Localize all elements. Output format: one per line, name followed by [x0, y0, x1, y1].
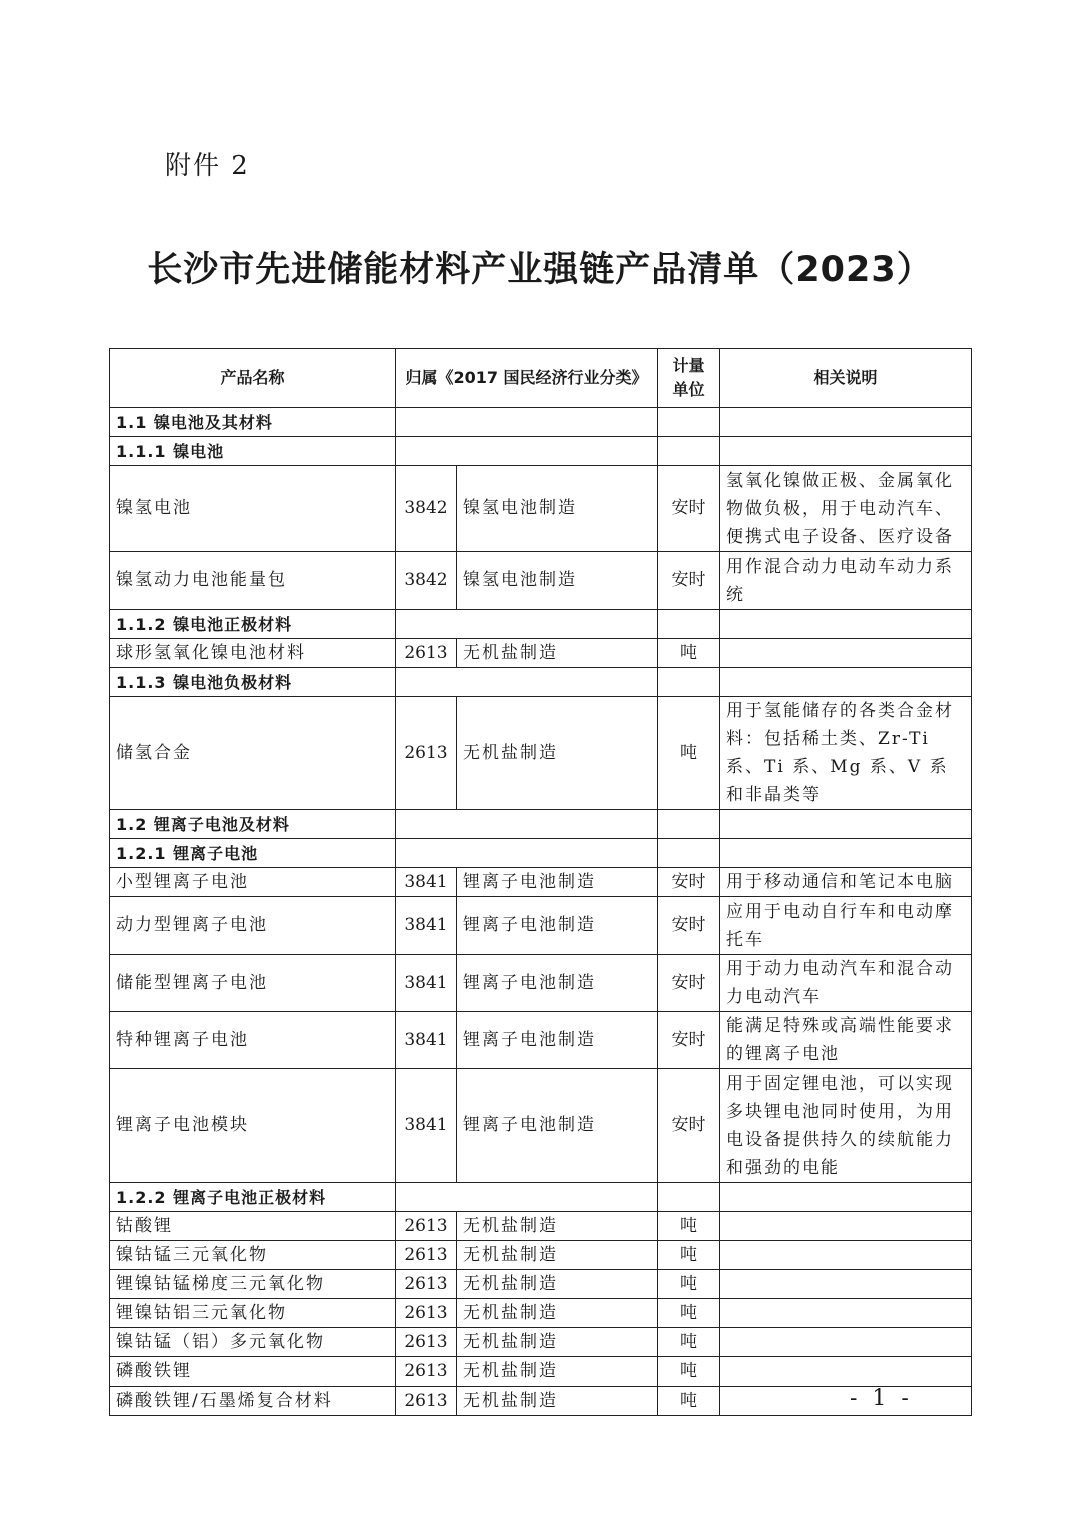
- product-name: 钴酸锂: [110, 1212, 396, 1241]
- empty-cell: [720, 437, 972, 466]
- table-section-row: [110, 810, 972, 839]
- industry-code: 3841: [396, 1012, 457, 1069]
- unit: 吨: [658, 1270, 720, 1299]
- table-section-row: [110, 839, 972, 868]
- industry-code: 3841: [396, 1069, 457, 1183]
- table-section-row: [110, 668, 972, 697]
- table-row: [110, 1069, 972, 1183]
- description: [720, 639, 972, 668]
- empty-cell: [396, 1183, 658, 1212]
- table-row: [110, 1299, 972, 1328]
- industry-name: 无机盐制造: [457, 1328, 658, 1357]
- table-row: [110, 466, 972, 552]
- empty-cell: [396, 810, 658, 839]
- product-name: 球形氢氧化镍电池材料: [110, 639, 396, 668]
- industry-code: 3842: [396, 466, 457, 552]
- header-industry: 归属《2017 国民经济行业分类》: [396, 349, 658, 408]
- header-product-name: 产品名称: [110, 349, 396, 408]
- industry-name: 锂离子电池制造: [457, 1012, 658, 1069]
- table-body: [110, 408, 972, 1416]
- description: [720, 1328, 972, 1357]
- industry-code: 2613: [396, 1328, 457, 1357]
- industry-name: 镍氢电池制造: [457, 466, 658, 552]
- industry-code: 2613: [396, 1357, 457, 1387]
- header-description: 相关说明: [720, 349, 972, 408]
- empty-cell: [396, 839, 658, 868]
- product-name: 镍氢电池: [110, 466, 396, 552]
- unit: 吨: [658, 1328, 720, 1357]
- product-name: 磷酸铁锂: [110, 1357, 396, 1387]
- empty-cell: [396, 437, 658, 466]
- unit: 吨: [658, 697, 720, 810]
- table-row: [110, 697, 972, 810]
- industry-name: 无机盐制造: [457, 1357, 658, 1387]
- empty-cell: [658, 437, 720, 466]
- description: [720, 1241, 972, 1270]
- empty-cell: [720, 810, 972, 839]
- table-row: [110, 1012, 972, 1069]
- description: [720, 1270, 972, 1299]
- table-section-row: [110, 437, 972, 466]
- table-row: [110, 552, 972, 610]
- industry-name: 无机盐制造: [457, 1241, 658, 1270]
- industry-name: 无机盐制造: [457, 1270, 658, 1299]
- empty-cell: [396, 610, 658, 639]
- section-label: 1.2.1 锂离子电池: [110, 839, 396, 868]
- unit: 吨: [658, 1241, 720, 1270]
- empty-cell: [720, 1183, 972, 1212]
- table-row: [110, 1357, 972, 1387]
- section-label: 1.1.3 镍电池负极材料: [110, 668, 396, 697]
- industry-code: 3842: [396, 552, 457, 610]
- description: 用于氢能储存的各类合金材料：包括稀土类、Zr-Ti 系、Ti 系、Mg 系、V 系和非晶类等: [720, 697, 972, 810]
- page-number: - 1 -: [850, 1386, 913, 1411]
- industry-name: 无机盐制造: [457, 1212, 658, 1241]
- empty-cell: [720, 408, 972, 437]
- description: [720, 1357, 972, 1387]
- industry-code: 2613: [396, 1212, 457, 1241]
- empty-cell: [658, 839, 720, 868]
- section-label: 1.1.1 镍电池: [110, 437, 396, 466]
- product-name: 储能型锂离子电池: [110, 955, 396, 1012]
- industry-name: 锂离子电池制造: [457, 1069, 658, 1183]
- industry-name: 锂离子电池制造: [457, 955, 658, 1012]
- unit: 吨: [658, 1212, 720, 1241]
- industry-code: 3841: [396, 955, 457, 1012]
- description: [720, 1387, 972, 1416]
- description: 氢氧化镍做正极、金属氧化物做负极，用于电动汽车、便携式电子设备、医疗设备: [720, 466, 972, 552]
- table-section-row: [110, 408, 972, 437]
- table-row: [110, 1270, 972, 1299]
- table-row: [110, 1212, 972, 1241]
- industry-code: 2613: [396, 639, 457, 668]
- industry-code: 2613: [396, 1299, 457, 1328]
- industry-name: 无机盐制造: [457, 639, 658, 668]
- unit: 安时: [658, 868, 720, 897]
- description: [720, 1212, 972, 1241]
- industry-code: 3841: [396, 868, 457, 897]
- section-label: 1.2 锂离子电池及材料: [110, 810, 396, 839]
- unit: 吨: [658, 1357, 720, 1387]
- unit: 安时: [658, 897, 720, 955]
- empty-cell: [396, 668, 658, 697]
- description: 能满足特殊或高端性能要求的锂离子电池: [720, 1012, 972, 1069]
- attachment-label: 附件 2: [165, 151, 250, 181]
- product-name: 储氢合金: [110, 697, 396, 810]
- table-row: [110, 1241, 972, 1270]
- table-row: [110, 868, 972, 897]
- section-label: 1.1 镍电池及其材料: [110, 408, 396, 437]
- industry-name: 无机盐制造: [457, 1299, 658, 1328]
- product-name: 特种锂离子电池: [110, 1012, 396, 1069]
- industry-name: 无机盐制造: [457, 1387, 658, 1416]
- table-section-row: [110, 610, 972, 639]
- product-name: 小型锂离子电池: [110, 868, 396, 897]
- table-header-row: [110, 349, 972, 408]
- description: 用于动力电动汽车和混合动力电动汽车: [720, 955, 972, 1012]
- industry-name: 无机盐制造: [457, 697, 658, 810]
- table-row: [110, 897, 972, 955]
- unit: 安时: [658, 466, 720, 552]
- unit: 安时: [658, 552, 720, 610]
- industry-code: 2613: [396, 1241, 457, 1270]
- product-name: 锂离子电池模块: [110, 1069, 396, 1183]
- industry-name: 锂离子电池制造: [457, 868, 658, 897]
- product-name: 镍钴锰三元氧化物: [110, 1241, 396, 1270]
- description: 应用于电动自行车和电动摩托车: [720, 897, 972, 955]
- unit: 安时: [658, 1069, 720, 1183]
- empty-cell: [720, 610, 972, 639]
- unit: 安时: [658, 1012, 720, 1069]
- industry-name: 镍氢电池制造: [457, 552, 658, 610]
- product-name: 锂镍钴锰梯度三元氧化物: [110, 1270, 396, 1299]
- unit: 吨: [658, 1387, 720, 1416]
- description: [720, 1299, 972, 1328]
- product-table: [109, 348, 972, 1416]
- product-name: 镍氢动力电池能量包: [110, 552, 396, 610]
- empty-cell: [658, 668, 720, 697]
- product-name: 动力型锂离子电池: [110, 897, 396, 955]
- page-title: 长沙市先进储能材料产业强链产品清单（2023）: [147, 250, 933, 290]
- table-row: [110, 955, 972, 1012]
- empty-cell: [720, 839, 972, 868]
- empty-cell: [658, 610, 720, 639]
- unit: 安时: [658, 955, 720, 1012]
- description: 用于固定锂电池，可以实现多块锂电池同时使用，为用电设备提供持久的续航能力和强劲的电能: [720, 1069, 972, 1183]
- unit: 吨: [658, 639, 720, 668]
- table-row: [110, 639, 972, 668]
- empty-cell: [658, 810, 720, 839]
- empty-cell: [658, 408, 720, 437]
- empty-cell: [658, 1183, 720, 1212]
- industry-code: 2613: [396, 1270, 457, 1299]
- table-section-row: [110, 1183, 972, 1212]
- section-label: 1.2.2 锂离子电池正极材料: [110, 1183, 396, 1212]
- industry-code: 2613: [396, 1387, 457, 1416]
- industry-name: 锂离子电池制造: [457, 897, 658, 955]
- table-row: [110, 1328, 972, 1357]
- table-row: [110, 1387, 972, 1416]
- section-label: 1.1.2 镍电池正极材料: [110, 610, 396, 639]
- header-unit: 计量单位: [658, 349, 720, 408]
- description: 用于移动通信和笔记本电脑: [720, 868, 972, 897]
- unit: 吨: [658, 1299, 720, 1328]
- description: 用作混合动力电动车动力系统: [720, 552, 972, 610]
- industry-code: 2613: [396, 697, 457, 810]
- product-name: 锂镍钴铝三元氧化物: [110, 1299, 396, 1328]
- empty-cell: [396, 408, 658, 437]
- product-name: 磷酸铁锂/石墨烯复合材料: [110, 1387, 396, 1416]
- empty-cell: [720, 668, 972, 697]
- product-name: 镍钴锰（铝）多元氧化物: [110, 1328, 396, 1357]
- industry-code: 3841: [396, 897, 457, 955]
